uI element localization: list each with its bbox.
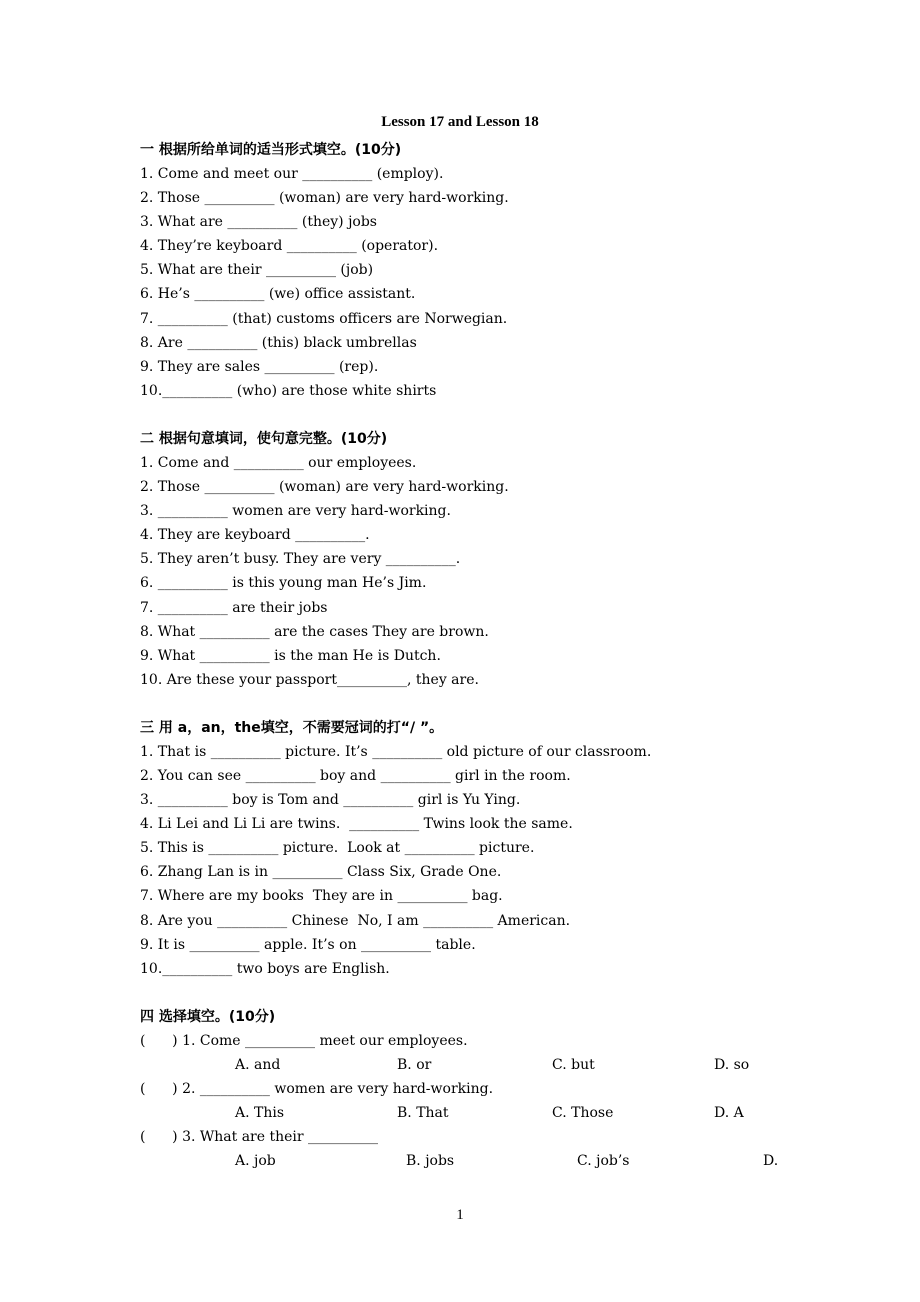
- option-d: D. so: [714, 1056, 750, 1073]
- section-2-item: 8. What __________ are the cases They are brown.: [140, 623, 489, 640]
- section-2-item: 1. Come and __________ our employees.: [140, 454, 417, 471]
- option-b: B. That: [397, 1105, 449, 1122]
- question-stem: ( ) 3. What are their __________: [140, 1129, 379, 1146]
- section-1-item: 4. They’re keyboard __________ (operator).: [140, 238, 439, 255]
- option-a: A. This: [235, 1105, 285, 1122]
- answer-options: [140, 1053, 800, 1077]
- section-3-item: 7. Where are my books They are in __________ bag.: [140, 888, 503, 905]
- answer-options: [140, 1149, 800, 1173]
- section-1-item: 2. Those __________ (woman) are very hard-working.: [140, 190, 509, 207]
- option-c: C. job’s: [577, 1153, 630, 1170]
- section-1-item: 1. Come and meet our __________ (employ).: [140, 166, 444, 182]
- option-b: B. or: [397, 1056, 432, 1073]
- page-title: Lesson 17 and Lesson 18: [381, 114, 539, 130]
- section-1-item: 5. What are their __________ (job): [140, 262, 374, 279]
- section-3-item: 3. __________ boy is Tom and __________ girl is Yu Ying.: [140, 792, 521, 809]
- answer-options: [140, 1101, 800, 1125]
- section-3-item: 5. This is __________ picture. Look at __________ picture.: [140, 840, 535, 857]
- section-2-item: 7. __________ are their jobs: [140, 599, 328, 616]
- section-2-item: 5. They aren’t busy. They are very __________.: [140, 551, 461, 568]
- section-1-item: 8. Are __________ (this) black umbrellas: [140, 334, 417, 351]
- section-3-item: 4. Li Lei and Li Li are twins. __________ Twins look the same.: [140, 816, 573, 833]
- option-b: B. jobs: [406, 1153, 455, 1170]
- section-1-heading: 一 根据所给单词的适当形式填空。(10分): [140, 142, 402, 158]
- section-2-item: 6. __________ is this young man He’s Jim.: [140, 575, 427, 592]
- section-3-item: 9. It is __________ apple. It’s on __________ table.: [140, 936, 476, 953]
- section-2-item: 4. They are keyboard __________.: [140, 527, 370, 544]
- option-a: A. job: [235, 1153, 276, 1170]
- option-d: D.: [763, 1153, 779, 1170]
- section-3-item: 10.__________ two boys are English.: [140, 960, 390, 977]
- section-1-item: 3. What are __________ (they) jobs: [140, 214, 377, 231]
- section-1-item: 7. __________ (that) customs officers are Norwegian.: [140, 310, 508, 327]
- section-4-heading: 四 选择填空。(10分): [140, 1008, 276, 1025]
- option-c: C. Those: [552, 1105, 614, 1122]
- section-2-item: 2. Those __________ (woman) are very hard-working.: [140, 479, 509, 496]
- section-1-item: 10.__________ (who) are those white shirts: [140, 382, 437, 399]
- section-2-item: 3. __________ women are very hard-working.: [140, 503, 451, 520]
- section-3-heading: 三 用 a，an，the填空，不需要冠词的打“/ ”。: [140, 719, 444, 736]
- section-3-item: 1. That is __________ picture. It’s __________ old picture of our classroom.: [140, 743, 652, 760]
- section-3-item: 6. Zhang Lan is in __________ Class Six, Grade One.: [140, 864, 502, 881]
- option-a: A. and: [235, 1056, 281, 1073]
- page-number: 1: [456, 1207, 464, 1223]
- section-2-item: 10. Are these your passport__________, they are.: [140, 671, 479, 688]
- section-2-item: 9. What __________ is the man He is Dutch.: [140, 647, 441, 664]
- section-3-item: 8. Are you __________ Chinese No, I am __________ American.: [140, 912, 571, 929]
- question-stem: ( ) 2. __________ women are very hard-working.: [140, 1081, 494, 1097]
- section-2-heading: 二 根据句意填词，使句意完整。(10分): [140, 430, 388, 447]
- option-c: C. but: [552, 1056, 595, 1073]
- option-d: D. A: [714, 1105, 744, 1122]
- section-3-item: 2. You can see __________ boy and __________ girl in the room.: [140, 767, 571, 784]
- section-1-item: 6. He’s __________ (we) office assistant.: [140, 286, 416, 303]
- section-1-item: 9. They are sales __________ (rep).: [140, 358, 379, 375]
- question-stem: ( ) 1. Come __________ meet our employees.: [140, 1032, 468, 1049]
- exercise-content: [140, 138, 800, 1173]
